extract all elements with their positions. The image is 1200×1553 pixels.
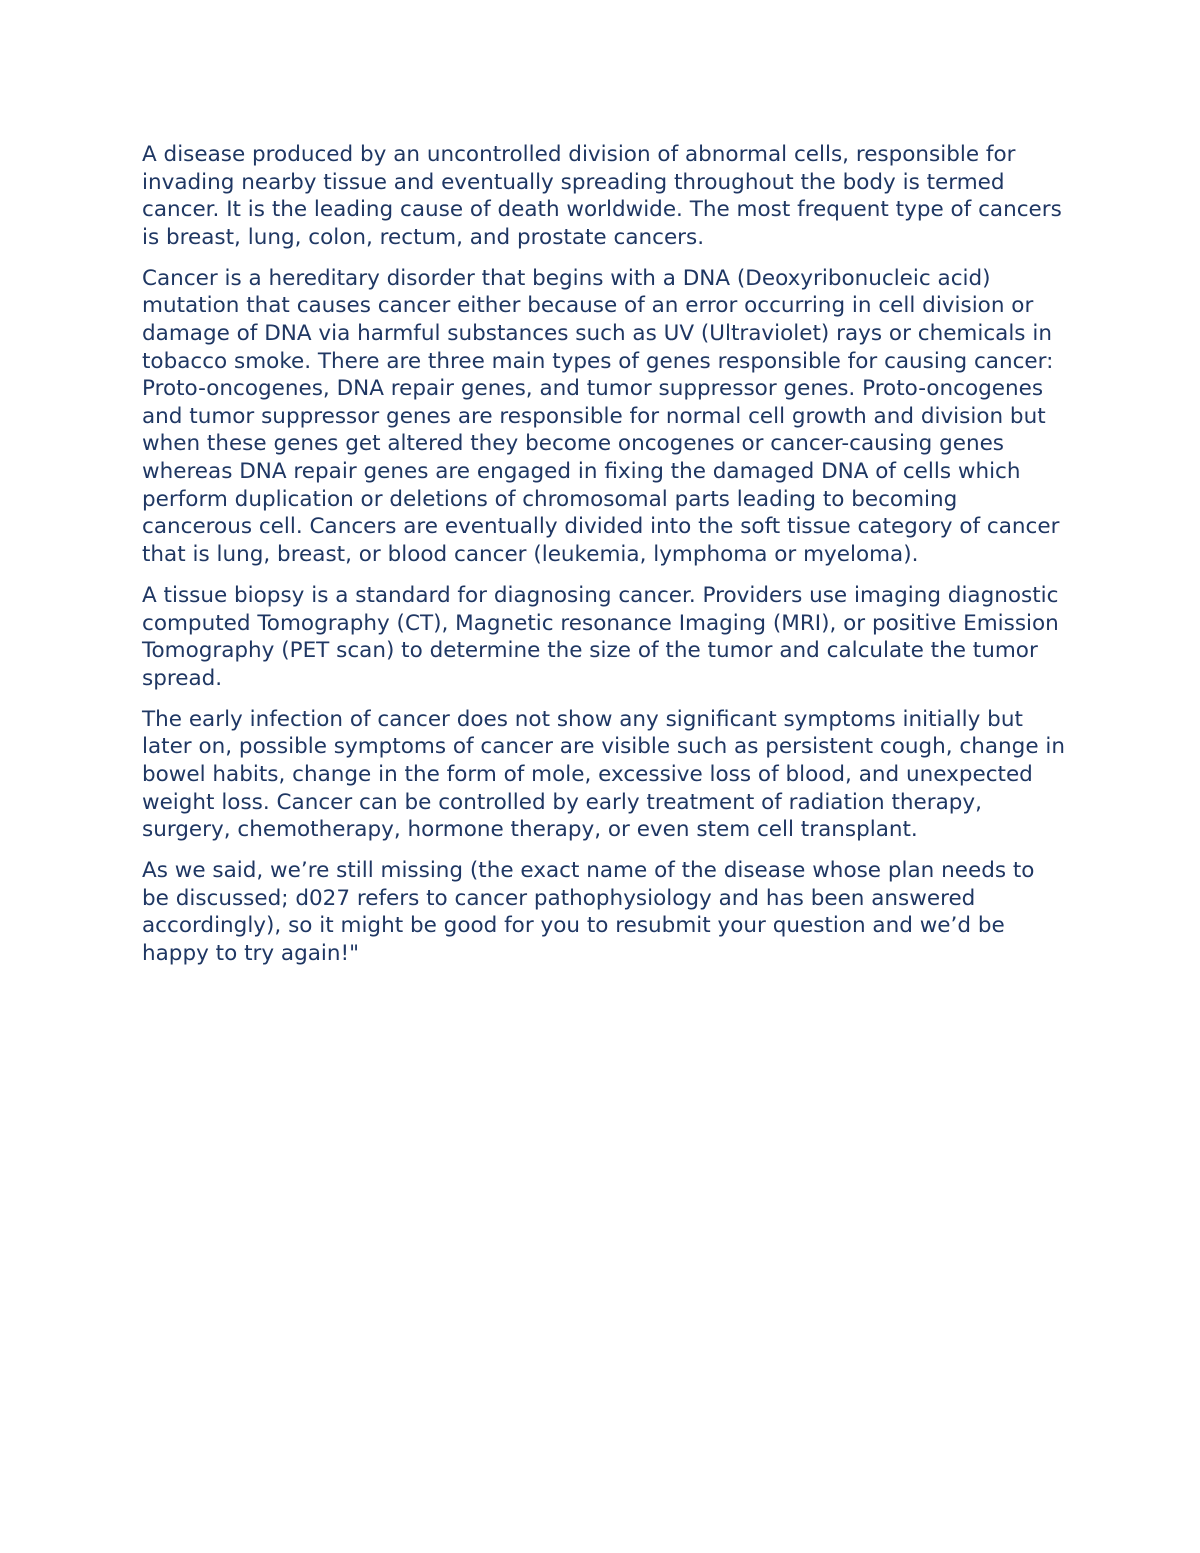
paragraph-cancer-diagnosis: A tissue biopsy is a standard for diagnosing cancer. Providers use imaging diagnostic computed Tomography (CT), Magnetic resonance Imaging (MRI), or positive Emission Tomography (PET scan) to determine the size of the tumor and calculate the tumor spread. [142, 582, 1059, 691]
paragraph-cancer-genetics: Cancer is a hereditary disorder that begins with a DNA (Deoxyribonucleic acid) mutation that causes cancer either because of an error occurring in cell division or damage of DNA via harmful substances such as UV (Ultraviolet) rays or chemicals in tobacco smoke. There are three main types of genes responsible for causing cancer: Proto-oncogenes, DNA repair genes, and tumor suppressor genes. Proto-oncogenes and tumor suppressor genes are responsible for normal cell growth and division but when these genes get altered they become oncogenes or cancer-causing genes whereas DNA repair genes are engaged in fixing the damaged DNA of cells which perform duplication or deletions of chromosomal parts leading to becoming cancerous cell. Cancers are eventually divided into the soft tissue category of cancer that is lung, breast, or blood cancer (leukemia, lymphoma or myeloma). [142, 265, 1060, 567]
paragraph-cancer-symptoms: The early infection of cancer does not show any significant symptoms initially but later on, possible symptoms of cancer are visible such as persistent cough, change in bowel habits, change in the form of mole, excessive loss of blood, and unexpected weight loss. Cancer can be controlled by early treatment of radiation therapy, surgery, chemotherapy, hormone therapy, or even stem cell transplant. [142, 706, 1065, 843]
document-body [142, 141, 1067, 981]
paragraph-cancer-definition: A disease produced by an uncontrolled division of abnormal cells, responsible for invading nearby tissue and eventually spreading throughout the body is termed cancer. It is the leading cause of death worldwide. The most frequent type of cancers is breast, lung, colon, rectum, and prostate cancers. [142, 142, 1062, 250]
paragraph-closing-note: As we said, we’re still missing (the exact name of the disease whose plan needs to be discussed; d027 refers to cancer pathophysiology and has been answered accordingly), so it might be good for you to resubmit your question and we’d be happy to try again!" [142, 858, 1035, 967]
